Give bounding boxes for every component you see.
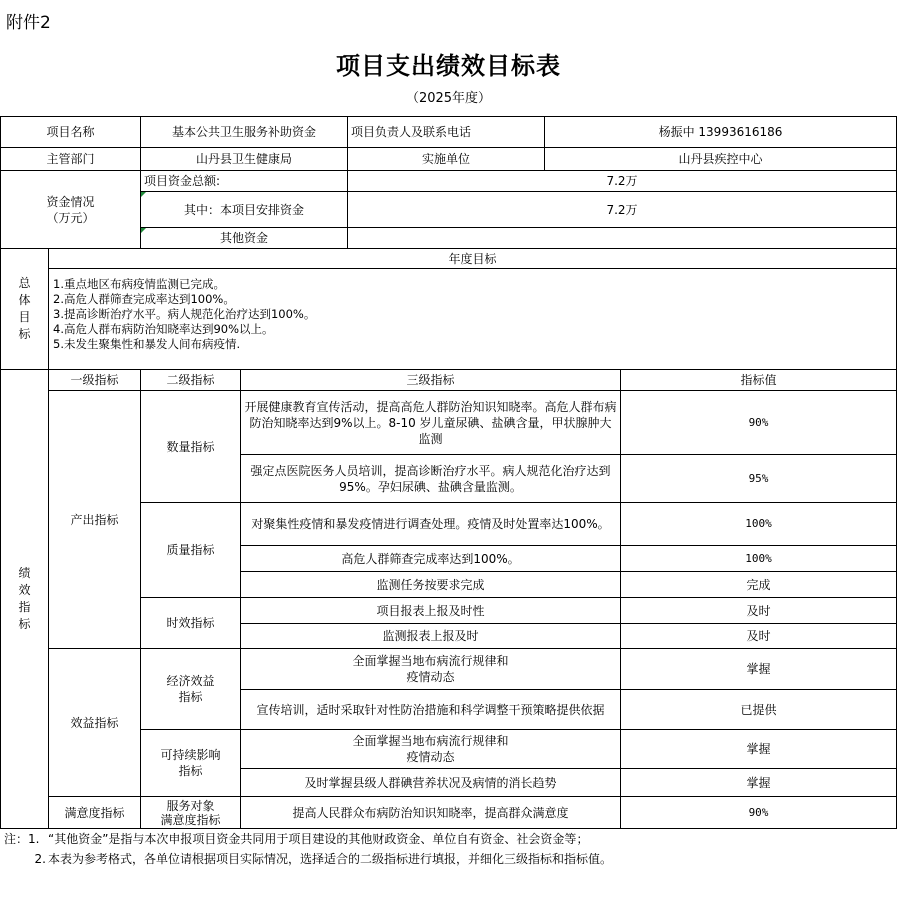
indicator-text: 全面掌握当地布病流行规律和 疫情动态: [240, 729, 621, 769]
indicator-value: 95%: [620, 454, 897, 503]
page-title: 项目支出绩效目标表: [336, 52, 561, 80]
indicator-text: 开展健康教育宣传活动，提高高危人群防治知识知晓率。高危人群布病防治知晓率达到9%以上。8-10 岁儿童尿碘、盐碘含量，甲状腺肿大监测: [240, 390, 621, 455]
indicator-value: 已提供: [620, 689, 897, 730]
level2-quantity: 数量指标: [140, 390, 241, 503]
cell-marker: [141, 228, 146, 233]
impl-value: 山丹县疾控中心: [544, 147, 897, 171]
contact-label: 项目负责人及联系电话: [347, 116, 545, 148]
indicator-text: 及时掌握县级人群碘营养状况及病情的消长趋势: [240, 768, 621, 797]
funds-total-value: 7.2万: [347, 170, 897, 192]
indicator-value: 100%: [620, 502, 897, 546]
goal-item: 1.重点地区布病疫情监测已完成。: [53, 277, 225, 291]
goal-item: 5.未发生聚集性和暴发人间布病疫情.: [53, 337, 241, 351]
indicator-text: 宣传培训，适时采取针对性防治措施和科学调整干预策略提供依据: [240, 689, 621, 730]
indicator-value: 掌握: [620, 729, 897, 769]
indicator-value: 100%: [620, 545, 897, 572]
footnote: [4, 851, 624, 868]
level1-satisfaction: 满意度指标: [48, 796, 141, 829]
impl-label: 实施单位: [347, 147, 545, 171]
indicator-value: 90%: [620, 390, 897, 455]
goal-item: 3.提高诊断治疗水平。病人规范化治疗达到100%。: [53, 307, 316, 321]
header-level1: 一级指标: [48, 369, 141, 391]
indicator-text: 对聚集性疫情和暴发疫情进行调查处理。疫情及时处置率达100%。: [240, 502, 621, 546]
level2-economic: 经济效益 指标: [140, 648, 241, 730]
goal-item: 2.高危人群筛查完成率达到100%。: [53, 292, 235, 306]
indicator-text: 项目报表上报及时性: [240, 597, 621, 624]
indicator-value: 完成: [620, 571, 897, 598]
indicator-text: 高危人群筛查完成率达到100%。: [240, 545, 621, 572]
footnote-prefix: 2.: [34, 852, 46, 866]
indicator-text: 监测任务按要求完成: [240, 571, 621, 598]
goal-item: 4.高危人群布病防治知晓率达到90%以上。: [53, 322, 274, 336]
indicator-value: 及时: [620, 597, 897, 624]
indicator-text: 全面掌握当地布病流行规律和 疫情动态: [240, 648, 621, 690]
funds-other-label: 其他资金: [140, 227, 348, 249]
funds-other-value: [347, 227, 897, 249]
footnote-text: “其他资金”是指与本次申报项目资金共同用于项目建设的其他财政资金、单位自有资金、社会资金等；: [48, 832, 589, 846]
attachment-label: 附件2: [6, 13, 51, 33]
indicator-text: 监测报表上报及时: [240, 623, 621, 649]
indicator-value: 90%: [620, 796, 897, 829]
indicator-text: 提高人民群众布病防治知识知晓率，提高群众满意度: [240, 796, 621, 829]
footnote-prefix: 注：1.: [4, 832, 40, 846]
level2-sustainable: 可持续影响 指标: [140, 729, 241, 797]
cell-marker: [141, 192, 146, 197]
level1-benefit: 效益指标: [48, 648, 141, 797]
level2-timeliness: 时效指标: [140, 597, 241, 649]
project-name-value: 基本公共卫生服务补助资金: [140, 116, 348, 148]
footnotes: [4, 831, 624, 868]
level2-service-satisfaction: 服务对象 满意度指标: [140, 796, 241, 829]
project-name-label: 项目名称: [0, 116, 141, 148]
performance-label: 绩 效 指 标: [0, 369, 49, 829]
dept-value: 山丹县卫生健康局: [140, 147, 348, 171]
overall-goals-label: 总 体 目 标: [0, 248, 49, 370]
footnote-text: 本表为参考格式，各单位请根据项目实际情况，选择适合的二级指标进行填报，并细化三级指标和指标值。: [48, 852, 613, 866]
level1-output: 产出指标: [48, 390, 141, 649]
indicator-text: 强定点医院医务人员培训，提高诊断治疗水平。病人规范化治疗达到95%。孕妇尿碘、盐碘含量监测。: [240, 454, 621, 503]
contact-value: 杨振中 13993616186: [544, 116, 897, 148]
header-level2: 二级指标: [140, 369, 241, 391]
level2-quality: 质量指标: [140, 502, 241, 598]
indicator-value: 掌握: [620, 648, 897, 690]
footnote: [4, 831, 624, 848]
indicator-value: 掌握: [620, 768, 897, 797]
funds-arranged-value: 7.2万: [347, 191, 897, 228]
funds-label: 资金情况 （万元）: [0, 170, 141, 249]
dept-label: 主管部门: [0, 147, 141, 171]
indicator-value: 及时: [620, 623, 897, 649]
annual-goals-list: [48, 268, 897, 370]
header-level3: 三级指标: [240, 369, 621, 391]
funds-arranged-label: 其中：本项目安排资金: [140, 191, 348, 228]
annual-goals-header: 年度目标: [48, 248, 897, 269]
year-subtitle: （2025年度）: [405, 91, 492, 106]
header-value: 指标值: [620, 369, 897, 391]
funds-total-label: 项目资金总额:: [140, 170, 348, 192]
